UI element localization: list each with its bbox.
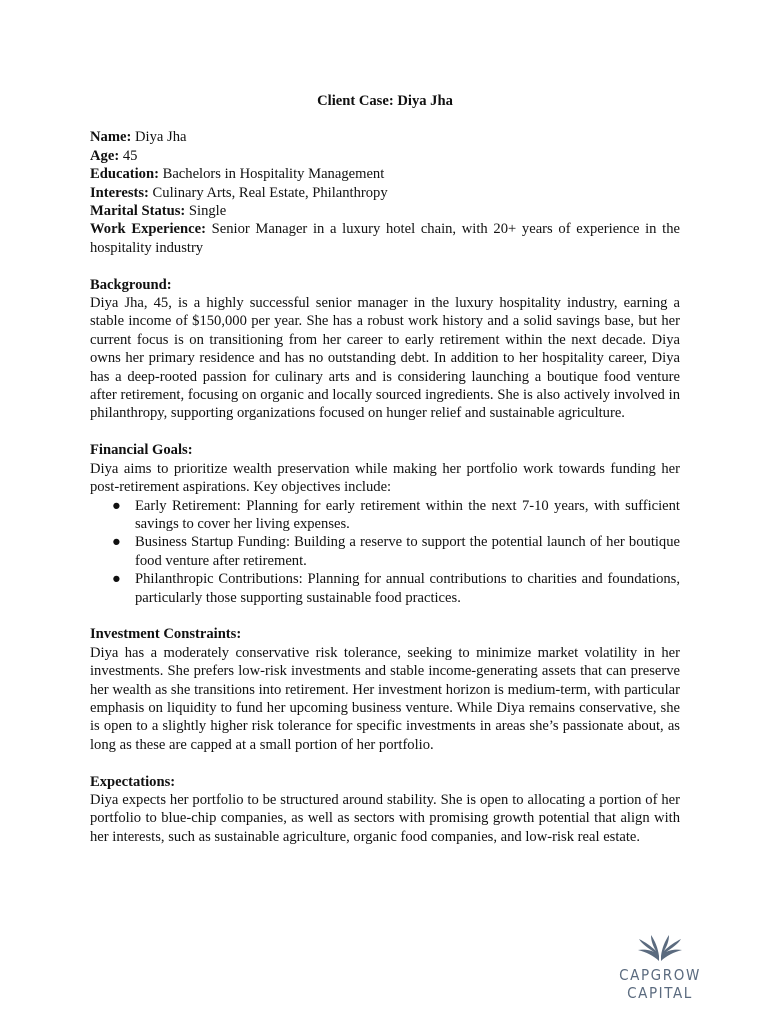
constraints-text: Diya has a moderately conservative risk tolerance, seeking to minimize market volatility in her investments. She prefers low-risk investments and stable income-generating assets that can preserve her wealth as she transitions into retirement. Her investment horizon is medium-term, with particular emphasis on liquidity to fund her upcoming business venture. While Diya remains conservative, she is open to a slightly higher risk tolerance for specific investments in areas she’s passionate about, as long as these are capped at a small portion of her portfolio. bbox=[90, 644, 680, 753]
age-label: Age: bbox=[90, 147, 120, 164]
education-value: Bachelors in Hospitality Management bbox=[158, 166, 385, 183]
marital-value: Single bbox=[185, 203, 227, 220]
financial-goals-intro: Diya aims to prioritize wealth preservation while making her portfolio work towards funding her post-retirement aspirations. Key objectives include: bbox=[90, 460, 680, 496]
list-item bbox=[90, 497, 680, 534]
bullet-icon: ● bbox=[112, 534, 121, 551]
investment-constraints-section bbox=[90, 625, 680, 754]
list-item bbox=[90, 533, 680, 570]
page-title: Client Case: Diya Jha bbox=[317, 93, 453, 109]
profile-education bbox=[90, 165, 680, 183]
expectations-section bbox=[90, 773, 680, 847]
work-value: Senior Manager in a luxury hotel chain, with 20+ years of experience in the hospitality industry bbox=[90, 221, 680, 256]
education-label: Education: bbox=[90, 166, 159, 183]
client-profile bbox=[90, 128, 680, 257]
expectations-heading: Expectations: bbox=[90, 773, 176, 790]
list-item-text: Philanthropic Contributions: Planning for annual contributions to charities and foundations, particularly those supporting sustainable food practices. bbox=[135, 571, 680, 606]
name-label: Name: bbox=[90, 129, 132, 146]
age-value: 45 bbox=[119, 147, 138, 164]
bullet-icon: ● bbox=[112, 571, 121, 588]
spacer bbox=[90, 423, 680, 441]
spacer bbox=[90, 257, 680, 275]
list-item-text: Business Startup Funding: Building a reserve to support the potential launch of her boutique food venture after retirement. bbox=[135, 534, 680, 569]
financial-goals-heading: Financial Goals: bbox=[90, 442, 193, 459]
spacer bbox=[90, 607, 680, 625]
document-page bbox=[90, 92, 680, 846]
bullet-icon: ● bbox=[112, 497, 121, 514]
profile-age bbox=[90, 147, 680, 165]
background-section bbox=[90, 276, 680, 423]
profile-name bbox=[90, 128, 680, 146]
profile-work-experience bbox=[90, 220, 680, 257]
constraints-heading: Investment Constraints: bbox=[90, 626, 242, 643]
profile-interests bbox=[90, 184, 680, 202]
wings-icon bbox=[636, 934, 684, 962]
expectations-text: Diya expects her portfolio to be structured around stability. She is open to allocating a portion of her portfolio to blue-chip companies, as well as sectors with promising growth potential that align with her interests, such as sustainable agriculture, organic food companies, and low-risk real estate. bbox=[90, 791, 680, 845]
name-value: Diya Jha bbox=[131, 129, 187, 146]
interests-value: Culinary Arts, Real Estate, Philanthropy bbox=[148, 184, 388, 201]
background-text: Diya Jha, 45, is a highly successful senior manager in the luxury hospitality industry, earning a stable income of $150,000 per year. She has a robust work history and a solid savings base, but her current focus is on transitioning from her career to early retirement within the next decade. Diya owns her primary residence and has no outstanding debt. In addition to her hospitality career, Diya has a deep-rooted passion for culinary arts and is considering launching a boutique food venture after retirement, focusing on organic and locally sourced ingredients. She is also actively involved in philanthropy, supporting organizations focused on hunger relief and sustainable agriculture. bbox=[90, 295, 680, 422]
logo-text: CAPGROW CAPITAL bbox=[619, 966, 701, 1002]
list-item-text: Early Retirement: Planning for early retirement within the next 7-10 years, with sufficient savings to cover her living expenses. bbox=[135, 497, 680, 532]
profile-marital-status bbox=[90, 202, 680, 220]
spacer bbox=[90, 754, 680, 772]
objectives-list bbox=[90, 497, 680, 607]
interests-label: Interests: bbox=[90, 184, 149, 201]
list-item bbox=[90, 570, 680, 607]
financial-goals-section bbox=[90, 441, 680, 607]
company-logo bbox=[598, 934, 722, 1002]
marital-label: Marital Status: bbox=[90, 203, 186, 220]
work-label: Work Experience: bbox=[90, 221, 206, 238]
background-heading: Background: bbox=[90, 276, 172, 293]
